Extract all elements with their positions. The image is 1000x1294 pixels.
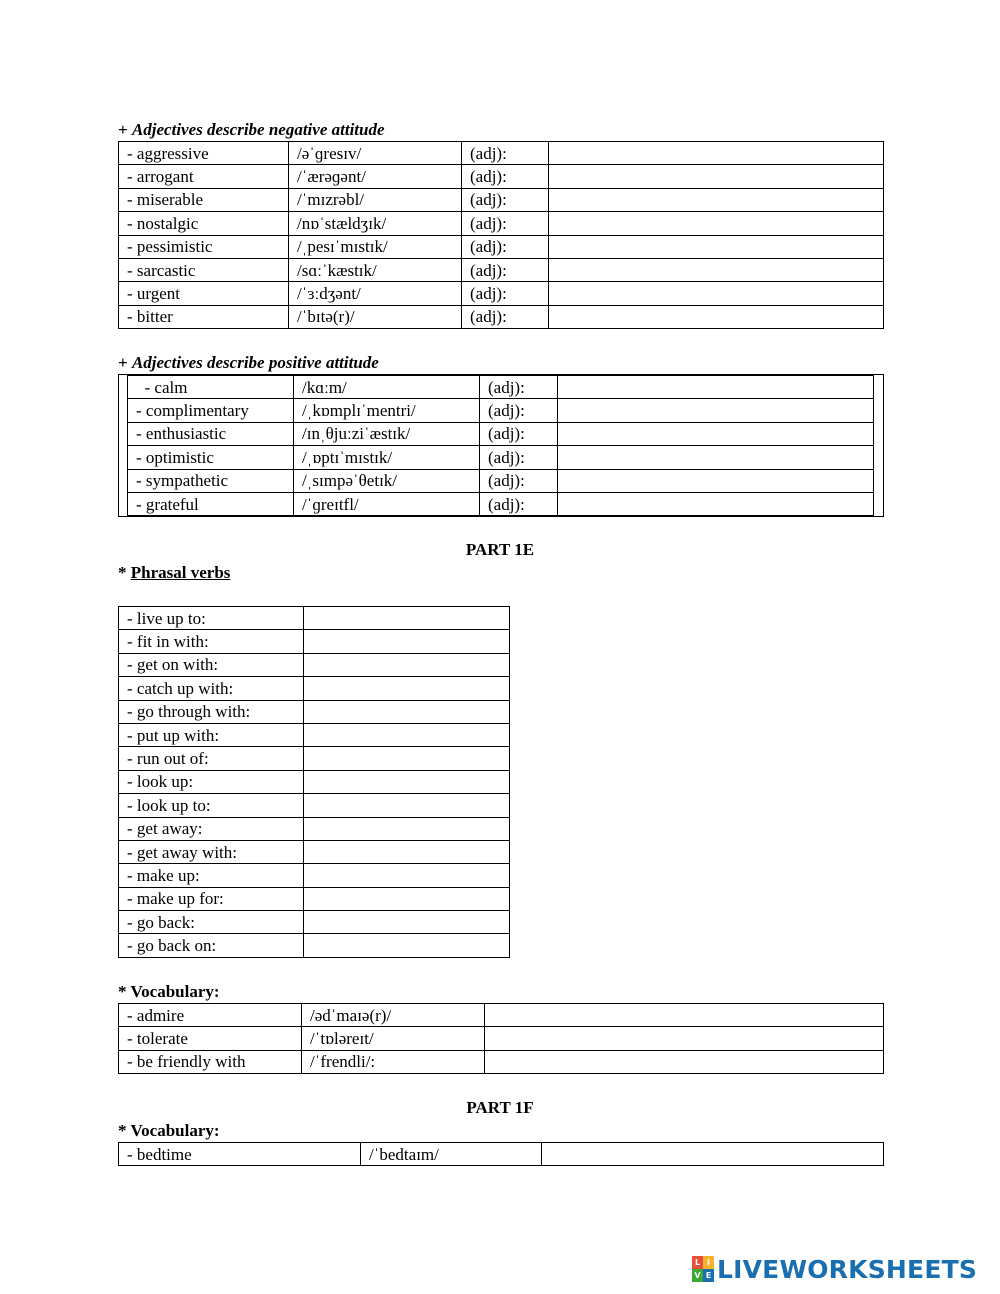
vocabulary-1f-heading: * Vocabulary: bbox=[118, 1121, 220, 1140]
positive-row-pos: (adj): bbox=[480, 469, 558, 492]
negative-row bbox=[119, 282, 884, 305]
negative-adjectives-table bbox=[118, 141, 884, 329]
phrasal-row-verb: - get away with: bbox=[119, 840, 304, 863]
phrasal-verbs-title: Phrasal verbs bbox=[130, 563, 231, 582]
phrasal-row-verb: - put up with: bbox=[119, 723, 304, 746]
phrasal-row bbox=[119, 887, 510, 910]
positive-row-pos: (adj): bbox=[480, 399, 558, 422]
phrasal-row bbox=[119, 607, 510, 630]
vocabulary-1e-table bbox=[118, 1003, 884, 1074]
vocab-1e-row-ipa: /ˈtɒləreɪt/ bbox=[302, 1027, 485, 1050]
positive-row bbox=[128, 376, 874, 399]
positive-row-ipa: /ˌkɒmplɪˈmentri/ bbox=[294, 399, 480, 422]
phrasal-row-answer-blank[interactable] bbox=[304, 840, 510, 863]
phrasal-row-answer-blank[interactable] bbox=[304, 864, 510, 887]
vocab-1e-row-word: - be friendly with bbox=[119, 1050, 302, 1073]
negative-row-word: - aggressive bbox=[119, 142, 289, 165]
phrasal-row bbox=[119, 747, 510, 770]
phrasal-row-verb: - make up: bbox=[119, 864, 304, 887]
logo-mark-e: E bbox=[703, 1269, 714, 1282]
vocab-1e-row-meaning-blank[interactable] bbox=[485, 1027, 884, 1050]
phrasal-row-verb: - go back: bbox=[119, 911, 304, 934]
negative-row-meaning-blank[interactable] bbox=[549, 165, 884, 188]
negative-row-pos: (adj): bbox=[462, 165, 549, 188]
phrasal-row bbox=[119, 794, 510, 817]
phrasal-row-answer-blank[interactable] bbox=[304, 770, 510, 793]
negative-row-word: - sarcastic bbox=[119, 258, 289, 281]
negative-row-ipa: /ˈɜːdʒənt/ bbox=[289, 282, 462, 305]
positive-row-word: - calm bbox=[128, 376, 294, 399]
phrasal-row-verb: - go back on: bbox=[119, 934, 304, 957]
negative-row-ipa: /ˌpesɪˈmɪstɪk/ bbox=[289, 235, 462, 258]
negative-row-pos: (adj): bbox=[462, 258, 549, 281]
positive-heading-title: Adjectives describe positive attitude bbox=[131, 353, 379, 372]
phrasal-row-answer-blank[interactable] bbox=[304, 630, 510, 653]
vocab-1e-row-ipa: /ədˈmaɪə(r)/ bbox=[302, 1004, 485, 1027]
negative-row bbox=[119, 165, 884, 188]
negative-row bbox=[119, 235, 884, 258]
phrasal-row-answer-blank[interactable] bbox=[304, 723, 510, 746]
negative-row-word: - bitter bbox=[119, 305, 289, 328]
positive-row-ipa: /kɑːm/ bbox=[294, 376, 480, 399]
negative-row-ipa: /ˈbɪtə(r)/ bbox=[289, 305, 462, 328]
negative-row-pos: (adj): bbox=[462, 212, 549, 235]
phrasal-row-verb: - catch up with: bbox=[119, 677, 304, 700]
phrasal-row-verb: - run out of: bbox=[119, 747, 304, 770]
negative-heading-title: Adjectives describe negative attitude bbox=[131, 120, 385, 139]
logo-mark-v: V bbox=[692, 1269, 703, 1282]
vocab-1f-row-word: - bedtime bbox=[119, 1143, 361, 1166]
positive-row bbox=[128, 492, 874, 515]
positive-heading-prefix: + bbox=[118, 353, 128, 372]
negative-row-word: - arrogant bbox=[119, 165, 289, 188]
positive-row-ipa: /ˈɡreɪtfl/ bbox=[294, 492, 480, 515]
negative-row-ipa: /sɑːˈkæstɪk/ bbox=[289, 258, 462, 281]
phrasal-row-verb: - look up to: bbox=[119, 794, 304, 817]
phrasal-row bbox=[119, 677, 510, 700]
negative-heading bbox=[118, 120, 385, 140]
negative-row-word: - nostalgic bbox=[119, 212, 289, 235]
liveworksheets-logo-icon bbox=[692, 1256, 714, 1282]
phrasal-row-answer-blank[interactable] bbox=[304, 677, 510, 700]
vocab-1e-row-ipa: /ˈfrendli/: bbox=[302, 1050, 485, 1073]
positive-row-word: - complimentary bbox=[128, 399, 294, 422]
vocabulary-1f-table bbox=[118, 1142, 884, 1166]
negative-row bbox=[119, 305, 884, 328]
positive-row-word: - optimistic bbox=[128, 446, 294, 469]
phrasal-row bbox=[119, 723, 510, 746]
positive-row-word: - sympathetic bbox=[128, 469, 294, 492]
negative-row-pos: (adj): bbox=[462, 282, 549, 305]
positive-row-pos: (adj): bbox=[480, 376, 558, 399]
phrasal-row-verb: - live up to: bbox=[119, 607, 304, 630]
positive-row-word: - grateful bbox=[128, 492, 294, 515]
negative-row-meaning-blank[interactable] bbox=[549, 235, 884, 258]
liveworksheets-logo-text: LIVEWORKSHEETS bbox=[717, 1254, 978, 1284]
vocab-1e-row bbox=[119, 1027, 884, 1050]
vocab-1e-row bbox=[119, 1050, 884, 1073]
vocab-1e-row-meaning-blank[interactable] bbox=[485, 1004, 884, 1027]
phrasal-row-verb: - fit in with: bbox=[119, 630, 304, 653]
phrasal-row bbox=[119, 934, 510, 957]
vocab-1f-row-ipa: /ˈbedtaɪm/ bbox=[361, 1143, 542, 1166]
positive-row-pos: (adj): bbox=[480, 422, 558, 445]
negative-row-pos: (adj): bbox=[462, 305, 549, 328]
phrasal-row-verb: - get on with: bbox=[119, 653, 304, 676]
phrasal-row-answer-blank[interactable] bbox=[304, 607, 510, 630]
vocab-1e-row bbox=[119, 1004, 884, 1027]
vocab-1e-row-word: - admire bbox=[119, 1004, 302, 1027]
negative-row bbox=[119, 188, 884, 211]
negative-row bbox=[119, 142, 884, 165]
positive-row-meaning-blank[interactable] bbox=[558, 469, 874, 492]
phrasal-row-answer-blank[interactable] bbox=[304, 887, 510, 910]
phrasal-verbs-table bbox=[118, 606, 510, 958]
positive-heading bbox=[118, 353, 379, 373]
liveworksheets-logo bbox=[692, 1254, 977, 1284]
negative-row-meaning-blank[interactable] bbox=[549, 188, 884, 211]
negative-row-meaning-blank[interactable] bbox=[549, 212, 884, 235]
positive-row bbox=[128, 399, 874, 422]
phrasal-row-verb: - get away: bbox=[119, 817, 304, 840]
negative-heading-prefix: + bbox=[118, 120, 128, 139]
negative-row-word: - pessimistic bbox=[119, 235, 289, 258]
phrasal-row-verb: - go through with: bbox=[119, 700, 304, 723]
negative-row-ipa: /əˈɡresɪv/ bbox=[289, 142, 462, 165]
phrasal-row-answer-blank[interactable] bbox=[304, 794, 510, 817]
part-1f-title: PART 1F bbox=[466, 1098, 534, 1117]
phrasal-row-answer-blank[interactable] bbox=[304, 653, 510, 676]
positive-row bbox=[128, 446, 874, 469]
phrasal-row bbox=[119, 817, 510, 840]
negative-row-word: - miserable bbox=[119, 188, 289, 211]
negative-row-ipa: /ˈmɪzrəbl/ bbox=[289, 188, 462, 211]
phrasal-row-verb: - look up: bbox=[119, 770, 304, 793]
negative-row-pos: (adj): bbox=[462, 188, 549, 211]
phrasal-row bbox=[119, 840, 510, 863]
phrasal-row-verb: - make up for: bbox=[119, 887, 304, 910]
negative-row-meaning-blank[interactable] bbox=[549, 258, 884, 281]
part-1e-title: PART 1E bbox=[465, 540, 535, 559]
positive-row-ipa: /ɪnˌθjuːziˈæstɪk/ bbox=[294, 422, 480, 445]
phrasal-row-answer-blank[interactable] bbox=[304, 747, 510, 770]
vocab-1f-row-meaning-blank[interactable] bbox=[542, 1143, 884, 1166]
phrasal-verbs-heading bbox=[118, 563, 230, 583]
phrasal-row-answer-blank[interactable] bbox=[304, 817, 510, 840]
negative-row-pos: (adj): bbox=[462, 142, 549, 165]
logo-mark-i: I bbox=[703, 1256, 714, 1269]
phrasal-row bbox=[119, 864, 510, 887]
positive-row-ipa: /ˌsɪmpəˈθetɪk/ bbox=[294, 469, 480, 492]
positive-row-meaning-blank[interactable] bbox=[558, 446, 874, 469]
negative-row-meaning-blank[interactable] bbox=[549, 282, 884, 305]
negative-row-ipa: /ˈærəɡənt/ bbox=[289, 165, 462, 188]
positive-row-ipa: /ˌɒptɪˈmɪstɪk/ bbox=[294, 446, 480, 469]
positive-row-meaning-blank[interactable] bbox=[558, 376, 874, 399]
phrasal-row bbox=[119, 911, 510, 934]
phrasal-row-answer-blank[interactable] bbox=[304, 700, 510, 723]
vocab-1f-row bbox=[119, 1143, 884, 1166]
phrasal-row bbox=[119, 700, 510, 723]
phrasal-row bbox=[119, 653, 510, 676]
positive-row-meaning-blank[interactable] bbox=[558, 422, 874, 445]
positive-adjectives-table bbox=[127, 375, 874, 516]
phrasal-verbs-prefix: * bbox=[118, 563, 131, 582]
logo-mark-l: L bbox=[692, 1256, 703, 1269]
negative-row-pos: (adj): bbox=[462, 235, 549, 258]
negative-row bbox=[119, 212, 884, 235]
phrasal-row-answer-blank[interactable] bbox=[304, 934, 510, 957]
negative-row bbox=[119, 258, 884, 281]
vocabulary-1e-heading: * Vocabulary: bbox=[118, 982, 220, 1001]
positive-row-meaning-blank[interactable] bbox=[558, 399, 874, 422]
positive-row-meaning-blank[interactable] bbox=[558, 492, 874, 515]
phrasal-row-answer-blank[interactable] bbox=[304, 911, 510, 934]
phrasal-row bbox=[119, 770, 510, 793]
vocab-1e-row-word: - tolerate bbox=[119, 1027, 302, 1050]
positive-row-pos: (adj): bbox=[480, 446, 558, 469]
phrasal-row bbox=[119, 630, 510, 653]
negative-row-meaning-blank[interactable] bbox=[549, 305, 884, 328]
positive-row-pos: (adj): bbox=[480, 492, 558, 515]
negative-row-ipa: /nɒˈstældʒɪk/ bbox=[289, 212, 462, 235]
positive-row bbox=[128, 422, 874, 445]
negative-row-meaning-blank[interactable] bbox=[549, 142, 884, 165]
negative-row-word: - urgent bbox=[119, 282, 289, 305]
vocab-1e-row-meaning-blank[interactable] bbox=[485, 1050, 884, 1073]
positive-row bbox=[128, 469, 874, 492]
positive-row-word: - enthusiastic bbox=[128, 422, 294, 445]
